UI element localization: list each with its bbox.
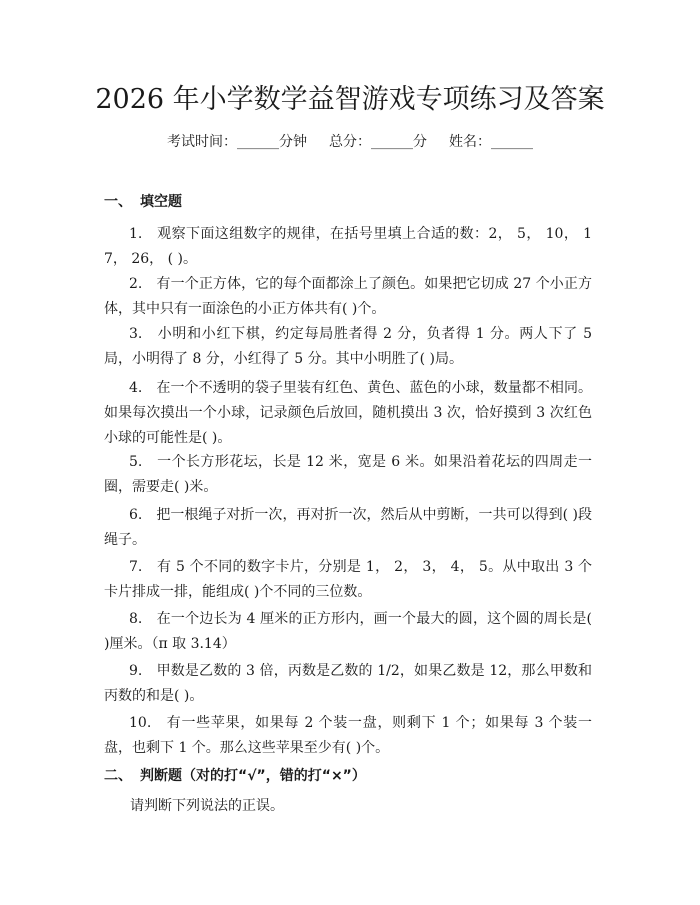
- page-title: 2026 年小学数学益智游戏专项练习及答案: [95, 84, 605, 115]
- question-2: 2. 有一个正方体，它的每个面都涂上了颜色。如果把它切成 27 个小正方体，其中只有一面涂色的小正方体共有( )个。: [104, 276, 592, 317]
- question-5: 5. 一个长方形花坛，长是 12 米，宽是 6 米。如果沿着花坛的四周走一圈，需要走( )米。: [104, 454, 592, 495]
- question-4: 4. 在一个不透明的袋子里装有红色、黄色、蓝色的小球，数量都不相同。如果每次摸出一个小球，记录颜色后放回，随机摸出 3 次，恰好摸到 3 次红色小球的可能性是( )。: [104, 380, 592, 446]
- section-number: 一、: [104, 194, 132, 210]
- section-title: 填空题: [140, 194, 182, 210]
- question-6: 6. 把一根绳子对折一次，再对折一次，然后从中剪断，一共可以得到( )段绳子。: [104, 507, 592, 548]
- section-heading-fill-blank: [104, 192, 182, 212]
- exam-time: 考试时间：______分钟: [167, 134, 307, 150]
- question-8: 8. 在一个边长为 4 厘米的正方形内，画一个最大的圆，这个圆的周长是( )厘米。（π 取 3.14）: [104, 611, 592, 652]
- total-score: 总分：______分: [329, 134, 427, 150]
- exam-meta: [0, 132, 700, 152]
- section-instruction: 请判断下列说法的正误。: [130, 798, 284, 814]
- question-1: 1. 观察下面这组数字的规律，在括号里填上合适的数：2， 5， 10， 17， 26， ( )。: [104, 226, 592, 267]
- student-name: 姓名：______: [449, 134, 533, 150]
- section-heading-true-false: [104, 766, 366, 786]
- section-number: 二、: [104, 768, 132, 784]
- question-9: 9. 甲数是乙数的 3 倍，丙数是乙数的 1/2，如果乙数是 12，那么甲数和丙数的和是( )。: [104, 663, 592, 704]
- question-7: 7. 有 5 个不同的数字卡片，分别是 1， 2， 3， 4， 5。从中取出 3 个卡片排成一排，能组成( )个不同的三位数。: [104, 559, 592, 600]
- question-3: 3. 小明和小红下棋，约定每局胜者得 2 分，负者得 1 分。两人下了 5 局，小明得了 8 分，小红得了 5 分。其中小明胜了( )局。: [104, 326, 592, 367]
- question-10: 10. 有一些苹果，如果每 2 个装一盘，则剩下 1 个；如果每 3 个装一盘，也剩下 1 个。那么这些苹果至少有( )个。: [104, 715, 592, 756]
- section-title: 判断题（对的打“√”，错的打“×”）: [140, 768, 366, 784]
